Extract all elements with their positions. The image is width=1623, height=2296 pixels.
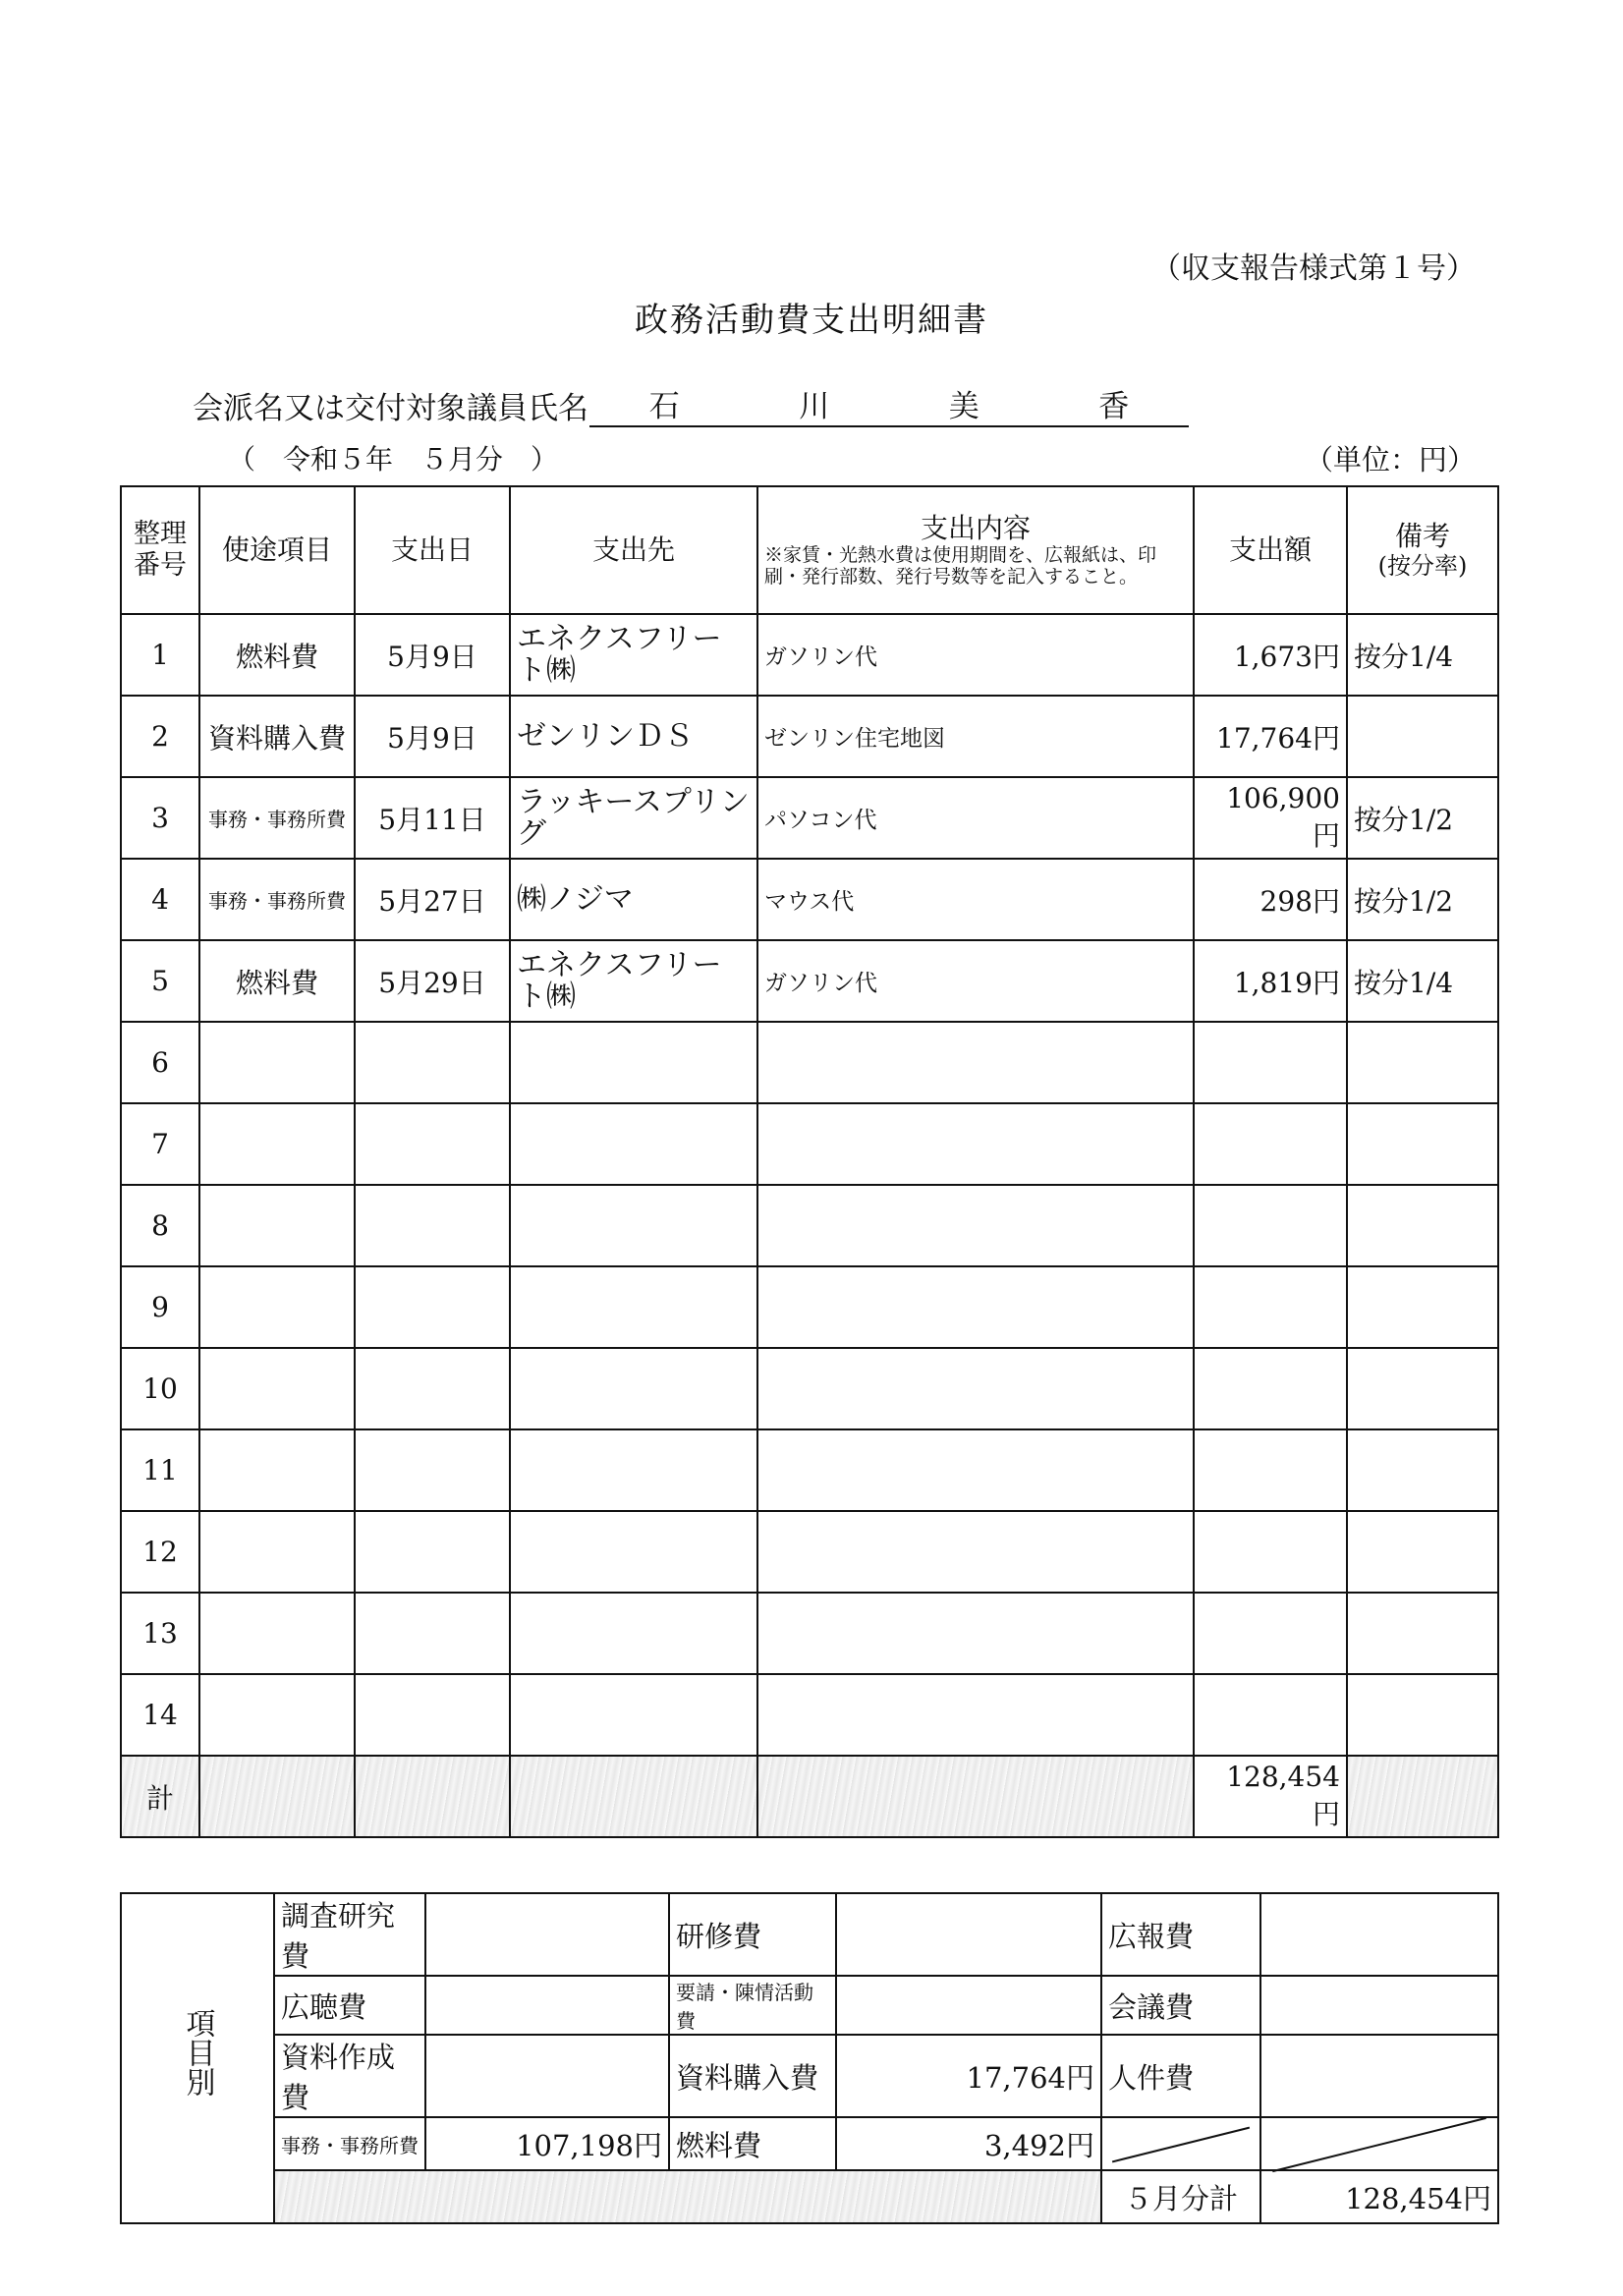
row-amount [1194, 1103, 1347, 1185]
material-creation-amount [425, 2035, 669, 2117]
summary-row [121, 2170, 1498, 2223]
table-row [121, 1185, 1498, 1266]
row-remarks [1347, 696, 1498, 777]
table-row [121, 1022, 1498, 1103]
row-date: 5月9日 [355, 614, 510, 696]
header-content-note: ※家賃・光熱水費は使用期間を、広報紙は、印刷・発行部数、発行号数等を記入すること。 [764, 543, 1157, 588]
row-number: 4 [121, 859, 199, 940]
row-date: 5月9日 [355, 696, 510, 777]
row-content: パソコン代 [757, 777, 1194, 859]
research-label: 調査研究費 [274, 1893, 425, 1976]
row-payee [510, 1022, 757, 1103]
row-remarks: 按分1/4 [1347, 940, 1498, 1022]
row-date [355, 1022, 510, 1103]
row-amount: 1,673円 [1194, 614, 1347, 696]
table-row [121, 1348, 1498, 1429]
row-payee [510, 1103, 757, 1185]
row-number: 8 [121, 1185, 199, 1266]
row-amount [1194, 1185, 1347, 1266]
row-amount [1194, 1674, 1347, 1756]
row-date: 5月27日 [355, 859, 510, 940]
form-number: （収支報告様式第１号） [1151, 252, 1476, 286]
row-number: 3 [121, 777, 199, 859]
row-remarks: 按分1/2 [1347, 777, 1498, 859]
blank-diagonal-cell [1260, 2117, 1498, 2170]
header-purpose: 使途項目 [199, 486, 355, 614]
meeting-amount [1260, 1976, 1498, 2035]
row-purpose: 事務・事務所費 [199, 859, 355, 940]
row-amount [1194, 1593, 1347, 1674]
office-amount: 107,198円 [425, 2117, 669, 2170]
row-purpose: 燃料費 [199, 940, 355, 1022]
row-content [757, 1429, 1194, 1511]
row-amount [1194, 1266, 1347, 1348]
total-blank [199, 1756, 355, 1837]
row-date [355, 1511, 510, 1593]
row-purpose [199, 1022, 355, 1103]
row-amount [1194, 1022, 1347, 1103]
row-content [757, 1185, 1194, 1266]
total-row [121, 1756, 1498, 1837]
row-content: ガソリン代 [757, 614, 1194, 696]
table-row [121, 614, 1498, 696]
row-remarks [1347, 1429, 1498, 1511]
summary-row [121, 2117, 1498, 2170]
member-name-char: 川 [799, 389, 830, 424]
table-row [121, 696, 1498, 777]
row-payee: ㈱ノジマ [510, 859, 757, 940]
member-name-char: 石 [648, 389, 680, 424]
row-purpose [199, 1674, 355, 1756]
row-payee [510, 1429, 757, 1511]
row-number: 7 [121, 1103, 199, 1185]
row-number: 10 [121, 1348, 199, 1429]
row-number: 2 [121, 696, 199, 777]
row-date: 5月11日 [355, 777, 510, 859]
row-remarks [1347, 1103, 1498, 1185]
row-content [757, 1103, 1194, 1185]
table-row [121, 1674, 1498, 1756]
row-payee: ラッキースプリング [510, 777, 757, 859]
row-date [355, 1593, 510, 1674]
table-row [121, 1511, 1498, 1593]
hearing-amount [425, 1976, 669, 2035]
row-number: 14 [121, 1674, 199, 1756]
material-purchase-label: 資料購入費 [669, 2035, 836, 2117]
table-row [121, 859, 1498, 940]
total-blank [355, 1756, 510, 1837]
pr-amount [1260, 1893, 1498, 1976]
row-payee [510, 1593, 757, 1674]
category-summary-table [120, 1892, 1499, 2224]
header-remarks [1347, 486, 1498, 614]
row-number: 6 [121, 1022, 199, 1103]
row-content: ガソリン代 [757, 940, 1194, 1022]
document-title: 政務活動費支出明細書 [635, 301, 988, 340]
table-row [121, 1429, 1498, 1511]
material-purchase-amount: 17,764円 [836, 2035, 1101, 2117]
table-row [121, 1103, 1498, 1185]
row-amount [1194, 1511, 1347, 1593]
header-payee: 支出先 [510, 486, 757, 614]
row-content [757, 1593, 1194, 1674]
table-row [121, 1266, 1498, 1348]
member-name-char: 香 [1098, 389, 1130, 424]
row-payee: ゼンリンＤＳ [510, 696, 757, 777]
hearing-label: 広聴費 [274, 1976, 425, 2035]
pr-label: 広報費 [1101, 1893, 1260, 1976]
summary-row [121, 1976, 1498, 2035]
row-purpose [199, 1593, 355, 1674]
row-remarks [1347, 1511, 1498, 1593]
row-amount: 106,900円 [1194, 777, 1347, 859]
row-remarks [1347, 1185, 1498, 1266]
row-purpose: 燃料費 [199, 614, 355, 696]
month-total-amount: 128,454円 [1260, 2170, 1498, 2223]
petition-amount [836, 1976, 1101, 2035]
row-date [355, 1674, 510, 1756]
total-blank [1347, 1756, 1498, 1837]
row-purpose [199, 1185, 355, 1266]
member-name [589, 381, 1189, 427]
header-content [757, 486, 1194, 614]
row-payee: エネクスフリート㈱ [510, 940, 757, 1022]
row-number: 13 [121, 1593, 199, 1674]
row-content: ゼンリン住宅地図 [757, 696, 1194, 777]
category-label-text: 項目別 [180, 2007, 215, 2097]
header-no: 整理番号 [121, 486, 199, 614]
petition-label: 要請・陳情活動費 [669, 1976, 836, 2035]
category-label [121, 1893, 274, 2223]
meeting-label: 会議費 [1101, 1976, 1260, 2035]
row-remarks: 按分1/2 [1347, 859, 1498, 940]
material-creation-label: 資料作成費 [274, 2035, 425, 2117]
row-purpose [199, 1103, 355, 1185]
total-blank [510, 1756, 757, 1837]
summary-shaded-blank [274, 2170, 1101, 2223]
row-purpose: 事務・事務所費 [199, 777, 355, 859]
unit-label: （単位：円） [1304, 443, 1476, 476]
row-remarks [1347, 1674, 1498, 1756]
training-label: 研修費 [669, 1893, 836, 1976]
row-purpose [199, 1266, 355, 1348]
row-amount: 298円 [1194, 859, 1347, 940]
member-name-char: 美 [948, 389, 979, 424]
row-number: 12 [121, 1511, 199, 1593]
row-payee [510, 1348, 757, 1429]
row-number: 11 [121, 1429, 199, 1511]
row-date [355, 1429, 510, 1511]
header-amount: 支出額 [1194, 486, 1347, 614]
personnel-label: 人件費 [1101, 2035, 1260, 2117]
faction-label: 会派名又は交付対象議員氏名 [193, 391, 588, 426]
row-payee [510, 1185, 757, 1266]
row-purpose [199, 1429, 355, 1511]
blank-diagonal-cell [1101, 2117, 1260, 2170]
row-amount: 1,819円 [1194, 940, 1347, 1022]
header-date: 支出日 [355, 486, 510, 614]
row-amount [1194, 1429, 1347, 1511]
row-date [355, 1266, 510, 1348]
row-payee: エネクスフリート㈱ [510, 614, 757, 696]
row-remarks: 按分1/4 [1347, 614, 1498, 696]
total-label: 計 [121, 1756, 199, 1837]
row-payee [510, 1674, 757, 1756]
row-content [757, 1266, 1194, 1348]
summary-row [121, 1893, 1498, 1976]
row-date [355, 1185, 510, 1266]
month-total-label: ５月分計 [1101, 2170, 1260, 2223]
row-payee [510, 1266, 757, 1348]
row-content [757, 1022, 1194, 1103]
row-date: 5月29日 [355, 940, 510, 1022]
row-purpose [199, 1511, 355, 1593]
table-row [121, 940, 1498, 1022]
training-amount [836, 1893, 1101, 1976]
row-payee [510, 1511, 757, 1593]
research-amount [425, 1893, 669, 1976]
row-amount [1194, 1348, 1347, 1429]
office-label: 事務・事務所費 [274, 2117, 425, 2170]
row-content [757, 1674, 1194, 1756]
personnel-amount [1260, 2035, 1498, 2117]
row-date [355, 1103, 510, 1185]
row-remarks [1347, 1266, 1498, 1348]
table-row [121, 1593, 1498, 1674]
total-blank [757, 1756, 1194, 1837]
header-remarks-sub: (按分率) [1377, 552, 1468, 581]
row-content [757, 1348, 1194, 1429]
row-number: 1 [121, 614, 199, 696]
table-row [121, 777, 1498, 859]
row-amount: 17,764円 [1194, 696, 1347, 777]
expense-detail-table [120, 485, 1499, 1838]
report-period: （ 令和５年 ５月分 ） [228, 443, 559, 476]
row-date [355, 1348, 510, 1429]
row-number: 5 [121, 940, 199, 1022]
summary-row [121, 2035, 1498, 2117]
row-number: 9 [121, 1266, 199, 1348]
row-purpose [199, 1348, 355, 1429]
header-remarks-label: 備考 [1394, 519, 1450, 552]
row-content [757, 1511, 1194, 1593]
row-remarks [1347, 1348, 1498, 1429]
row-remarks [1347, 1593, 1498, 1674]
table-header-row [121, 486, 1498, 614]
fuel-label: 燃料費 [669, 2117, 836, 2170]
header-content-label: 支出内容 [920, 512, 1031, 545]
row-content: マウス代 [757, 859, 1194, 940]
row-purpose: 資料購入費 [199, 696, 355, 777]
total-amount: 128,454円 [1194, 1756, 1347, 1837]
fuel-amount: 3,492円 [836, 2117, 1101, 2170]
row-remarks [1347, 1022, 1498, 1103]
